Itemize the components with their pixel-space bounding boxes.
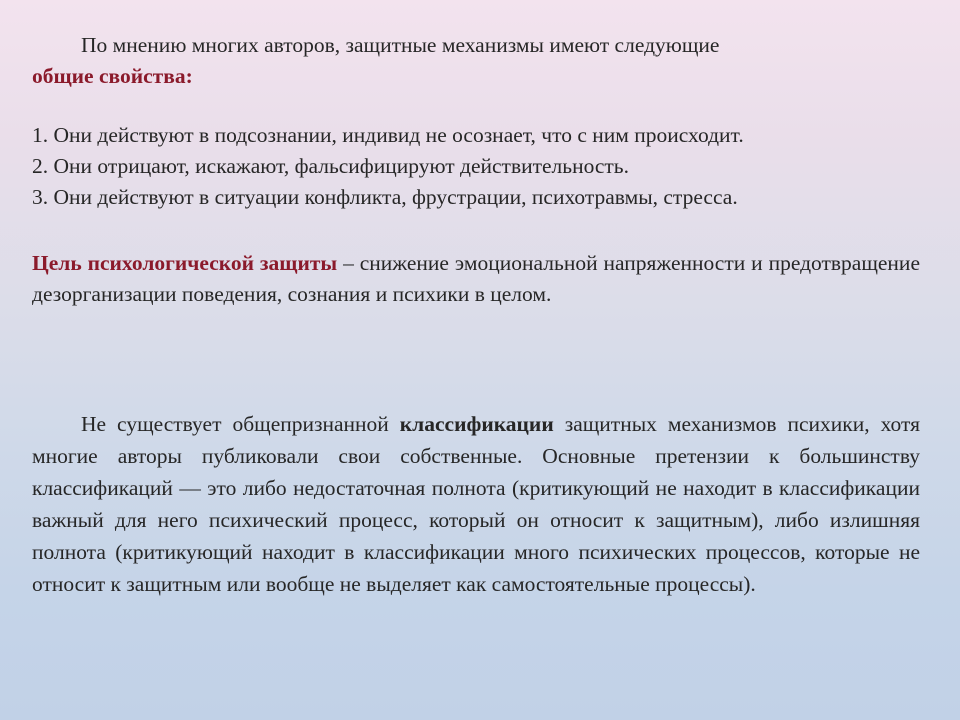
intro-accent-heading: общие свойства: <box>32 64 193 88</box>
goal-term: Цель психологической защиты <box>32 251 338 275</box>
list-item: 2. Они отрицают, искажают, фальсифицируют действительность. <box>32 154 629 178</box>
list-item: 1. Они действуют в подсознании, индивид не осознает, что с ним происходит. <box>32 123 744 147</box>
intro-paragraph <box>32 30 920 92</box>
goal-paragraph <box>32 248 920 310</box>
classification-text-before: Не существует общепризнанной <box>81 412 400 436</box>
intro-text: По мнению многих авторов, защитные механизмы имеют следующие <box>81 33 720 57</box>
list-item: 3. Они действуют в ситуации конфликта, фрустрации, психотравмы, стресса. <box>32 185 738 209</box>
classification-text-after: защитных механизмов психики, хотя многие авторы публиковали свои собственные. Основные претензии к большинству классификаций — это либо недостаточная полнота (критикующий не находит в классификации важный для него психический процесс, который он относит к защитным), либо излишняя полнота (критикующий находит в классификации много психических процессов, которые не относит к защитным или вообще не выделяет как самостоятельные процессы). <box>32 412 920 596</box>
classification-term: классификации <box>399 412 554 436</box>
goal-definition: – снижение эмоциональной напряженности и предотвращение дезорганизации поведения, сознания и психики в целом. <box>32 251 920 306</box>
properties-list <box>32 120 920 213</box>
classification-paragraph <box>32 408 920 600</box>
